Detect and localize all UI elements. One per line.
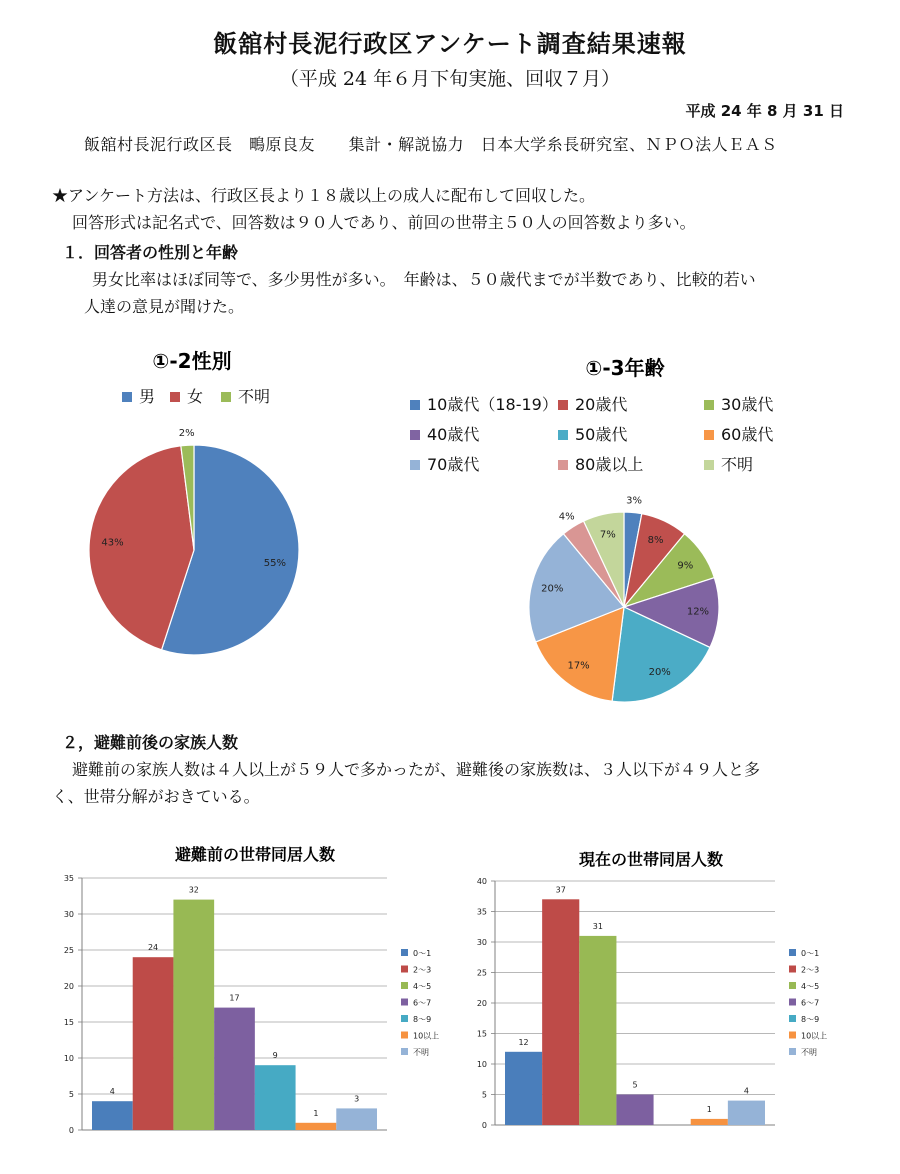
bar <box>691 1119 728 1125</box>
gender-legend <box>122 387 270 406</box>
age-legend <box>410 395 773 474</box>
legend-label: 4～5 <box>413 982 432 991</box>
legend-swatch <box>558 400 568 410</box>
bar <box>505 1052 542 1125</box>
bar <box>542 899 579 1125</box>
legend-swatch <box>558 430 568 440</box>
report-date: 平成 24 年 8 月 31 日 <box>685 102 844 120</box>
bar-data-label: 24 <box>147 943 159 953</box>
pie-data-label: 55% <box>263 557 287 569</box>
y-tick-label: 0 <box>481 1121 487 1130</box>
bar-data-label: 31 <box>592 921 603 931</box>
legend-label: 30歳代 <box>721 395 774 414</box>
legend-label: 不明 <box>413 1048 429 1057</box>
page-title: 飯舘村長泥行政区アンケート調査結果速報 <box>213 30 687 58</box>
legend-swatch <box>410 400 420 410</box>
bar-data-label: 5 <box>632 1080 638 1090</box>
pie-data-label: 20% <box>648 666 671 678</box>
y-tick-label: 0 <box>68 1126 74 1135</box>
legend-label: 0～1 <box>801 949 820 958</box>
legend-swatch <box>401 949 408 956</box>
legend-label: 4～5 <box>801 982 820 991</box>
bar-data-label: 4 <box>109 1087 115 1097</box>
before-bar-chart <box>55 838 450 1138</box>
age-pie-chart <box>400 345 820 715</box>
legend-swatch <box>704 400 714 410</box>
pie-data-label: 7% <box>599 529 616 541</box>
y-tick-label: 30 <box>63 910 74 919</box>
section1-text-1: 男女比率はほぼ同等で、多少男性が多い。 年齢は、５０歳代までが半数であり、比較的若い <box>92 270 756 289</box>
bar-data-label: 4 <box>743 1086 749 1096</box>
before-bars <box>92 886 377 1130</box>
legend-swatch <box>789 1032 796 1039</box>
legend-label: 70歳代 <box>427 455 480 474</box>
y-tick-label: 15 <box>63 1018 74 1027</box>
bar-data-label: 1 <box>706 1104 712 1114</box>
legend-label: 40歳代 <box>427 425 480 444</box>
page-subtitle: （平成 24 年６月下旬実施、回収７月） <box>279 68 621 90</box>
before-legend <box>401 949 439 1057</box>
gender-pie-chart <box>70 335 330 675</box>
legend-label: 男 <box>139 387 156 406</box>
legend-label: 60歳代 <box>721 425 774 444</box>
legend-swatch <box>401 1032 408 1039</box>
bar <box>616 1095 653 1126</box>
legend-swatch <box>401 982 408 989</box>
y-tick-label: 10 <box>476 1060 487 1069</box>
gender-chart-title: ①-2性別 <box>152 349 232 373</box>
legend-swatch <box>410 460 420 470</box>
legend-label: 10以上 <box>413 1031 440 1041</box>
y-tick-label: 35 <box>63 874 74 883</box>
pie-data-label: 9% <box>677 560 694 572</box>
current-bars <box>505 885 765 1125</box>
legend-label: 不明 <box>801 1048 817 1057</box>
legend-swatch <box>704 430 714 440</box>
current-legend <box>789 949 827 1057</box>
legend-label: 女 <box>187 387 204 406</box>
gender-pie-slices <box>89 428 299 655</box>
legend-swatch <box>789 999 796 1006</box>
y-tick-label: 20 <box>476 999 487 1008</box>
author-coop: 集計・解説協力 日本大学糸長研究室、ＮＰＯ法人ＥＡＳ <box>348 135 778 154</box>
y-tick-label: 30 <box>476 938 487 947</box>
age-pie-slices <box>529 495 719 702</box>
legend-label: 8～9 <box>801 1015 820 1024</box>
bar-data-label: 17 <box>229 993 240 1003</box>
bar <box>296 1123 337 1130</box>
pie-data-label: 2% <box>178 428 195 440</box>
bar <box>728 1101 765 1125</box>
legend-swatch <box>789 966 796 973</box>
legend-label: 10歳代（18-19） <box>427 395 558 414</box>
bar <box>173 900 214 1130</box>
legend-label: 不明 <box>721 455 754 474</box>
section1-heading: １．回答者の性別と年齢 <box>62 243 239 262</box>
current-chart-title: 現在の世帯同居人数 <box>578 850 724 869</box>
pie-data-label: 3% <box>626 495 643 507</box>
bar <box>336 1108 377 1130</box>
legend-swatch <box>401 1048 408 1055</box>
bar <box>92 1101 133 1130</box>
pie-data-label: 43% <box>101 537 124 549</box>
pie-data-label: 4% <box>558 511 575 523</box>
legend-swatch <box>789 1015 796 1022</box>
legend-swatch <box>122 392 132 402</box>
legend-label: 0～1 <box>413 949 432 958</box>
bar <box>255 1065 296 1130</box>
author-line <box>84 132 806 155</box>
legend-label: 8～9 <box>413 1015 432 1024</box>
y-tick-label: 40 <box>476 877 487 886</box>
section2-text-1: 避難前の家族人数は４人以上が５９人で多かったが、避難後の家族数は、３人以下が４９人と多 <box>72 760 761 779</box>
legend-label: 不明 <box>238 387 271 406</box>
section2-text-2: く、世帯分解がおきている。 <box>52 787 260 806</box>
intro-line-2: 回答形式は記名式で、回答数は９０人であり、前回の世帯主５０人の回答数より多い。 <box>72 213 696 232</box>
bar-data-label: 9 <box>272 1051 278 1061</box>
y-tick-label: 10 <box>63 1054 74 1063</box>
pie-data-label: 20% <box>541 583 564 595</box>
bar-data-label: 37 <box>555 885 566 895</box>
intro-line-1: ★アンケート方法は、行政区長より１８歳以上の成人に配布して回収した。 <box>52 186 596 205</box>
current-bar-chart <box>455 845 855 1140</box>
legend-swatch <box>789 949 796 956</box>
legend-label: 10以上 <box>801 1031 828 1041</box>
legend-swatch <box>410 430 420 440</box>
legend-swatch <box>789 1048 796 1055</box>
y-tick-label: 25 <box>476 968 487 978</box>
legend-label: 50歳代 <box>575 425 628 444</box>
legend-label: 6～7 <box>801 998 820 1008</box>
legend-label: 2～3 <box>801 965 820 975</box>
bar <box>214 1008 255 1130</box>
y-tick-label: 5 <box>68 1090 74 1099</box>
legend-swatch <box>401 1015 408 1022</box>
legend-swatch <box>704 460 714 470</box>
y-tick-label: 20 <box>63 982 74 991</box>
legend-label: 20歳代 <box>575 395 628 414</box>
pie-data-label: 8% <box>647 534 664 546</box>
before-chart-title: 避難前の世帯同居人数 <box>174 845 336 864</box>
y-tick-label: 25 <box>63 946 74 955</box>
legend-swatch <box>170 392 180 402</box>
pie-data-label: 12% <box>686 606 710 618</box>
bar <box>133 957 174 1130</box>
legend-swatch <box>789 982 796 989</box>
legend-swatch <box>401 966 408 973</box>
legend-label: 80歳以上 <box>575 455 644 474</box>
legend-swatch <box>401 999 408 1006</box>
section1-text-2: 人達の意見が聞けた。 <box>84 297 245 316</box>
pie-data-label: 17% <box>567 660 590 672</box>
author-chief: 飯舘村長泥行政区長 鴫原良友 <box>84 135 316 154</box>
legend-swatch <box>221 392 231 402</box>
bar-data-label: 1 <box>313 1108 319 1118</box>
legend-label: 2～3 <box>413 965 432 975</box>
y-tick-label: 5 <box>481 1090 487 1100</box>
bar-data-label: 32 <box>188 885 199 895</box>
bar-data-label: 3 <box>354 1094 360 1104</box>
legend-label: 6～7 <box>413 998 432 1008</box>
y-tick-label: 35 <box>476 907 487 917</box>
age-chart-title: ①-3年齢 <box>585 356 665 380</box>
section2-heading: ２，避難前後の家族人数 <box>62 733 239 752</box>
bar <box>579 936 616 1125</box>
bar-data-label: 12 <box>518 1037 529 1047</box>
y-tick-label: 15 <box>476 1029 487 1039</box>
legend-swatch <box>558 460 568 470</box>
